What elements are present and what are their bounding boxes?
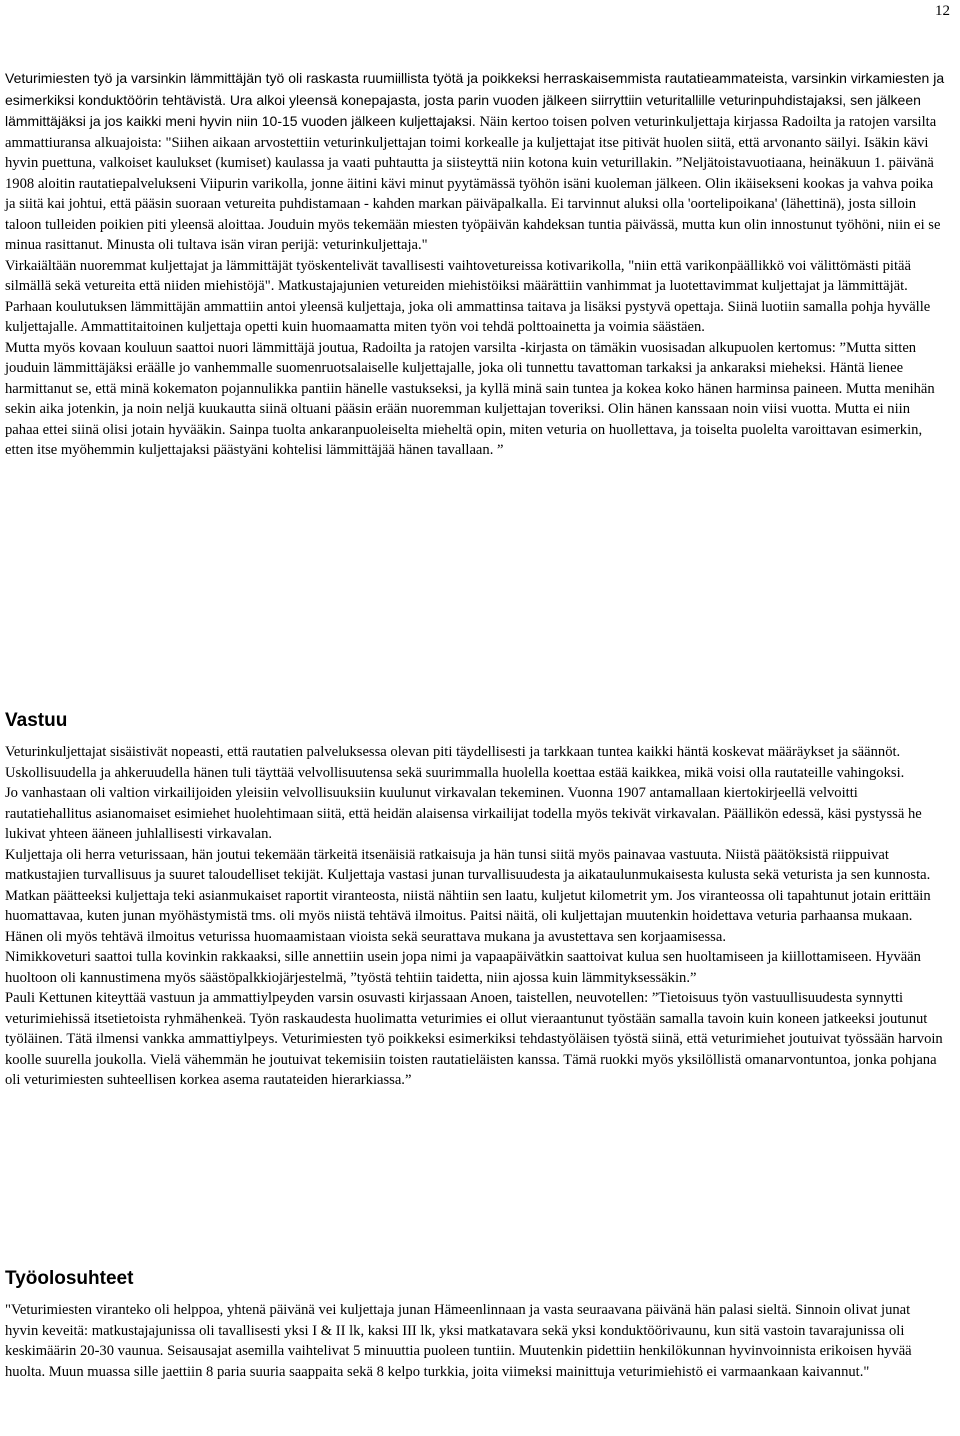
paragraph: Pauli Kettunen kiteyttää vastuun ja ammattiylpeyden varsin osuvasti kirjassaan Anoen, taistellen, neuvotellen: ”Tietoisuus työn vastuullisuudesta synnytti veturimiehissä itsetietoista ryhmähenkeä. Työn raskaudesta huolimatta veturimies ei ollut vieraantunut työstään samalla tavoin kuin koneen jatkeeksi joutunut työläinen. Tätä ilmensi vankka ammattiylpeys. Veturimiesten työ poikkeksi esimerkiksi tehdastyöläisen työstä siinä, että veturimiehet joutuivat työssään harvoin koolle suurella joukolla. Vielä vähemmän he joutuivat tekemisiin toisten rautatieläisten kanssa. Tämä ruokki myös yksilöllistä omanarvontuntoa, jonka pohjana oli veturimiesten suhteellisen korkea asema rautateiden hierarkiassa.” — [5, 990, 943, 1088]
paragraph-serif-part: Näin kertoo toisen polven veturinkuljettaja kirjassa Radoilta ja ratojen varsilta ammattiuransa alkuajoista: "Siihen aikaan arvostettiin veturinkuljettajan toimi korkealle ja kuljettajat itse pitivät huolen siitä, että arvonanto säilyi. Isäkin kävi hyvin puettuna, valkoiset kaulukset (kumiset) kaulassa ja vaati puhtautta ja siisteyttä niin kotona kuin veturillakin. ”Neljätoistavuotiaana, heinäkuun 1. päivänä 1908 aloitin rautatiepalvelukseni Viipurin varikolla, jonne äitini kävi minut pyytämässä työhön isäni kuoleman jälkeen. Olin ikäisekseni kookas ja vahva poika ja siitä kai johtui, että pääsin suoraan vetureita puhdistamaan - kahden markan päiväpalkalla. Ei tarvinnut aluksi olla 'oortelipoikana' (lähettinä), josta silloin taloon tulleiden poikien piti yleensä aloittaa. Jouduin myös tekemään miesten työpäivän kahdeksan tuntia päivässä, mutta kun olin innostunut työhöni, niin ei se minua rasittanut. Minusta oli tultava isän viran perijä: veturinkuljettaja." — [5, 114, 941, 253]
page-number: 12 — [935, 3, 950, 19]
paragraph: Parhaan koulutuksen lämmittäjän ammattiin antoi yleensä kuljettaja, joka oli ammattinsa taitava ja lisäksi pystyvä opettaja. Siinä luotiin samalla pohja hyvälle kuljettajalle. Ammattitaitoinen kuljettaja opetti kuin huomaamatta miten työn voi tehdä polttoainetta ja voimia säästäen. — [5, 298, 931, 335]
paragraph: Jo vanhastaan oli valtion virkailijoiden yleisiin velvollisuuksiin kuulunut virkavalan tekeminen. Vuonna 1907 antamallaan kiertokirjeellä velvoitti rautatiehallitus asianomaiset esimiehet huolehtimaan siitä, että heidän alaisensa virkailijat todella myös tekivät virkavalan. Päällikön edessä, käsi pystyssä he lukivat yhteen ääneen juhlallisesti virkavalan. — [5, 785, 922, 842]
section-vastuu — [5, 710, 945, 1091]
paragraph — [5, 68, 945, 256]
paragraph: Nimikkoveturi saattoi tulla kovinkin rakkaaksi, sille annettiin usein jopa nimi ja vapaapäivätkin saattoivat kulua sen huoltamiseen ja kiillottamiseen. Hyvään huoltoon oli kannustimena myös säästöpalkkiojärjestelmä, ”työstä tehtiin taidetta, niin ajossa kuin lämmityksessäkin.” — [5, 949, 921, 986]
section-tyoolosuhteet — [5, 1268, 945, 1382]
paragraph: "Veturimiesten viranteko oli helppoa, yhtenä päivänä vei kuljettaja junan Hämeenlinnaan ja vasta seuraavana päivänä hän palasi sieltä. Sinnoin olivat junat hyvin keveitä: matkustajajunissa oli tavallisesti yksi I & II lk, kaksi III lk, yksi matkatavara sekä yksi konduktöörivaunu, kun sitä vastoin tavarajunissa oli keskimäärin 20-30 vaunua. Seisausajat asemilla vaihtelivat 5 minuuttia puoleen tuntiin. Muutenkin pidettiin henkilökunnan hyvinvoinnista erikoisen hyvää huolta. Muun muassa sille jaettiin 8 paria suuria saappaita sekä 8 kelpo turkkia, joita viimeksi mainittuja veturimiehistö ei varmaankaan kaivannut." — [5, 1302, 912, 1380]
paragraph: Mutta myös kovaan kouluun saattoi nuori lämmittäjä joutua, Radoilta ja ratojen varsilta -kirjasta on tämäkin vuosisadan alkupuolen kertomus: ”Mutta sitten jouduin lämmittäjäksi eräälle jo vanhemmalle suomenruotsalaiselle kuljettajalle, joka oli tunnettu tavattoman tarkaksi ja ankaraksi mieheksi. Häntä lienee harmittanut se, että minä kokematon pojannulikka pantiin hänelle vastukseksi, ja kyllä minä sain tuntea ja kokea koko hänen harminsa paineen. Mutta menihän sekin aika jotenkin, ja noin neljä kuukautta siinä oltuani pääsin erään nuoremman kuljettajan toveriksi. Olin hänen kanssaan noin viisi vuotta. Mutta ei niin pahaa ettei siinä olisi jotain hyvääkin. Sainpa tuolta ankaranpuoleiselta mieheltä opin, miten veturia on huollettava, ja toiselta puolelta varoittavan esimerkin, etten itse myöhemmin kuljettajaksi päästyäni kohtelisi lämmittäjää hänen tavallaan. ” — [5, 339, 935, 458]
section-heading: Työolosuhteet — [5, 1268, 134, 1289]
paragraph: Kuljettaja oli herra veturissaan, hän joutui tekemään tärkeitä itsenäisiä ratkaisuja ja hän tunsi siitä myös painavaa vastuuta. Niistä päätöksistä riippuivat matkustajien turvallisuus ja suuret taloudelliset tekijät. Kuljettaja vastasi junan turvallisuudesta ja aikataulunmukaisesta kulusta sekä veturista ja sen kunnosta. — [5, 846, 931, 883]
section-heading: Vastuu — [5, 710, 68, 731]
paragraph: Veturinkuljettajat sisäistivät nopeasti, että rautatien palveluksessa olevan piti täydellisesti ja tarkkaan tuntea kaikki häntä koskevat määräykset ja säännöt. Uskollisuudella ja ahkeruudella hänen tuli täyttää velvollisuutensa sekä suurimmalla huolella koettaa estää kaikkea, mikä voisi olla rautateille vahingoksi. — [5, 744, 905, 781]
paragraph: Virkaiältään nuoremmat kuljettajat ja lämmittäjät työskentelivät tavallisesti vaihtovetureissa kotivarikolla, "niin että varikonpäällikkö voi välittömästi pitää silmällä sekä vetureita että niiden miehistöjä". Matkustajajunien vetureiden miehistöiksi määrättiin vanhimmat ja luotettavimmat kuljettajat ja lämmittäjät. — [5, 257, 911, 294]
paragraph: Matkan päätteeksi kuljettaja teki asianmukaiset raportit viranteosta, niistä nähtiin sen laatu, kuljetut kilometrit ym. Jos viranteossa oli tapahtunut jotain erittäin huomattavaa, kuten junan myöhästymistä tms. oli myös niistä tehtävä ilmoitus. Paitsi näitä, oli kuljettajan muutenkin hoidettava veturia parhaansa mukaan. Hänen oli myös tehtävä ilmoitus veturissa huomaamistaan vioista sekä seurattava mukana ja avustettava sen korjaamisessa. — [5, 887, 931, 945]
paragraph-sans-part: Veturimiesten työ ja varsinkin lämmittäjän työ oli raskasta ruumiillista työtä ja poikkeksi herraskaisemmista rautatieammateista, varsinkin virkamiesten ja esimerkiksi konduktöörin tehtävistä. Ura alkoi yleensä konepajasta, josta parin vuoden jälkeen siirryttiin veturitallille veturinpuhdistajaksi, sen jälkeen lämmittäjäksi ja jos kaikki meni hyvin niin 10-15 vuoden jälkeen kuljettajaksi. — [5, 70, 945, 129]
section-intro — [5, 68, 945, 461]
